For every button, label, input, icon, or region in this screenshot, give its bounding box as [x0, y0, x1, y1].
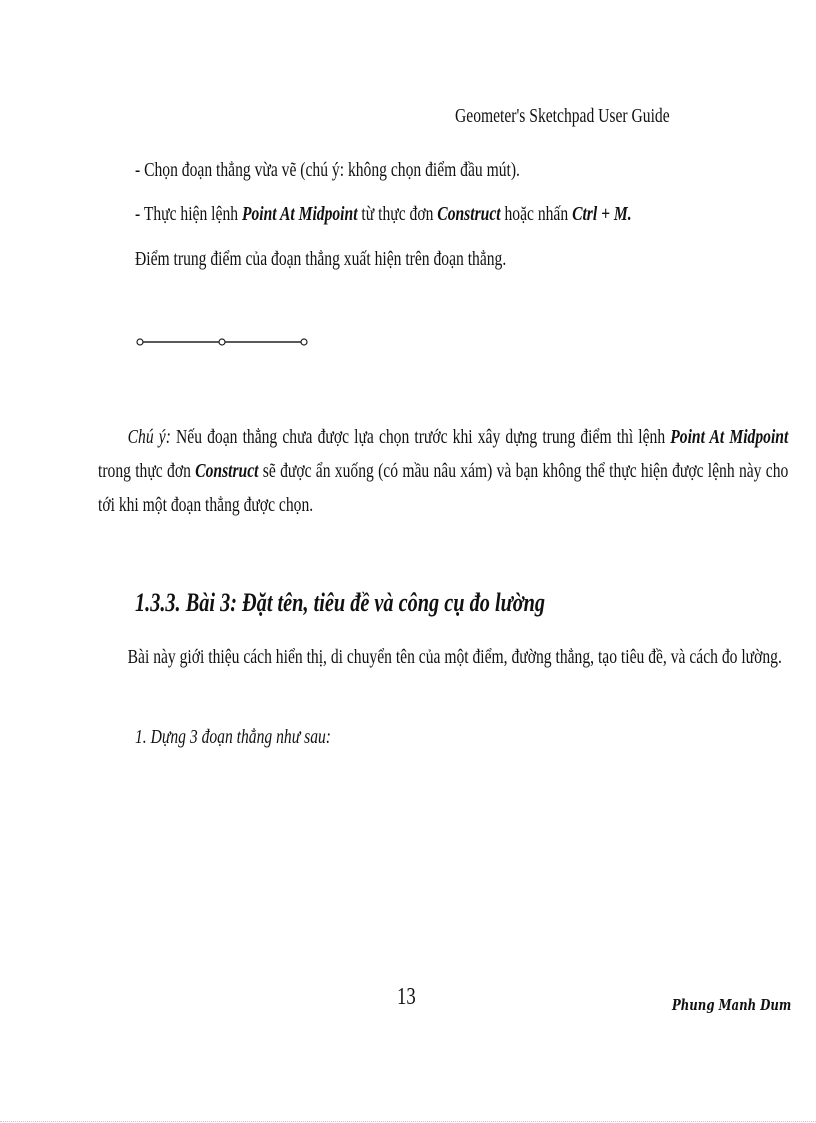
- shortcut-key: Ctrl + M.: [572, 203, 632, 225]
- author-signature-text: Phung Manh Dum: [672, 996, 792, 1014]
- step-run-command-post: hoặc nhấn: [500, 203, 573, 225]
- note-paragraph-body: [98, 420, 788, 522]
- segment-with-midpoint-figure: [134, 334, 314, 350]
- running-header: [455, 104, 715, 128]
- section-heading-text: 1.3.3. Bài 3: Đặt tên, tiêu đề và công cụ đo lường: [135, 588, 546, 617]
- step-run-command-middle: từ thực đơn: [357, 203, 438, 225]
- step-select-segment-text: - Chọn đoạn thẳng vừa vẽ (chú ý: không chọn điểm đầu mút).: [135, 159, 520, 181]
- intro-paragraph: [98, 640, 788, 674]
- step-result-text: Điểm trung điểm của đoạn thẳng xuất hiện trên đoạn thẳng.: [135, 248, 507, 270]
- endpoint-b: [301, 339, 307, 345]
- note-paragraph: [98, 420, 788, 522]
- page-number-text: 13: [397, 984, 416, 1010]
- midpoint: [219, 339, 225, 345]
- endpoint-a: [137, 339, 143, 345]
- note-command-name: Point At Midpoint: [670, 426, 789, 448]
- menu-name: Construct: [437, 203, 501, 225]
- command-name: Point At Midpoint: [241, 203, 358, 225]
- note-menu-name: Construct: [195, 460, 259, 482]
- exercise-subheading: [135, 726, 435, 749]
- section-heading: [135, 588, 695, 618]
- running-header-text: Geometer's Sketchpad User Guide: [455, 105, 670, 127]
- step-run-command: [135, 202, 775, 226]
- intro-paragraph-text: Bài này giới thiệu cách hiển thị, di chuyển tên của một điểm, đường thẳng, tạo tiêu đề, và cách đo lường.: [127, 646, 782, 668]
- step-run-command-prefix: - Thực hiện lệnh: [135, 203, 242, 225]
- page-number: [397, 984, 421, 1011]
- page-bottom-border: [0, 1121, 816, 1122]
- step-result: [135, 247, 755, 271]
- note-label: Chú ý:: [127, 426, 171, 448]
- note-text-1: Nếu đoạn thẳng chưa được lựa chọn trước khi xây dựng trung điểm thì lệnh: [170, 426, 671, 448]
- author-signature: [672, 996, 816, 1014]
- exercise-subheading-text: 1. Dựng 3 đoạn thẳng như sau:: [135, 726, 331, 748]
- note-text-3: sẽ được ẩn xuống (có mầu nâu xám) và bạn không thể thực hiện được lệnh này cho tới khi một đoạn thẳng được chọn.: [98, 460, 789, 516]
- step-select-segment: [135, 158, 755, 182]
- step-run-command-text: [135, 202, 632, 226]
- note-text-2: trong thực đơn: [98, 460, 196, 482]
